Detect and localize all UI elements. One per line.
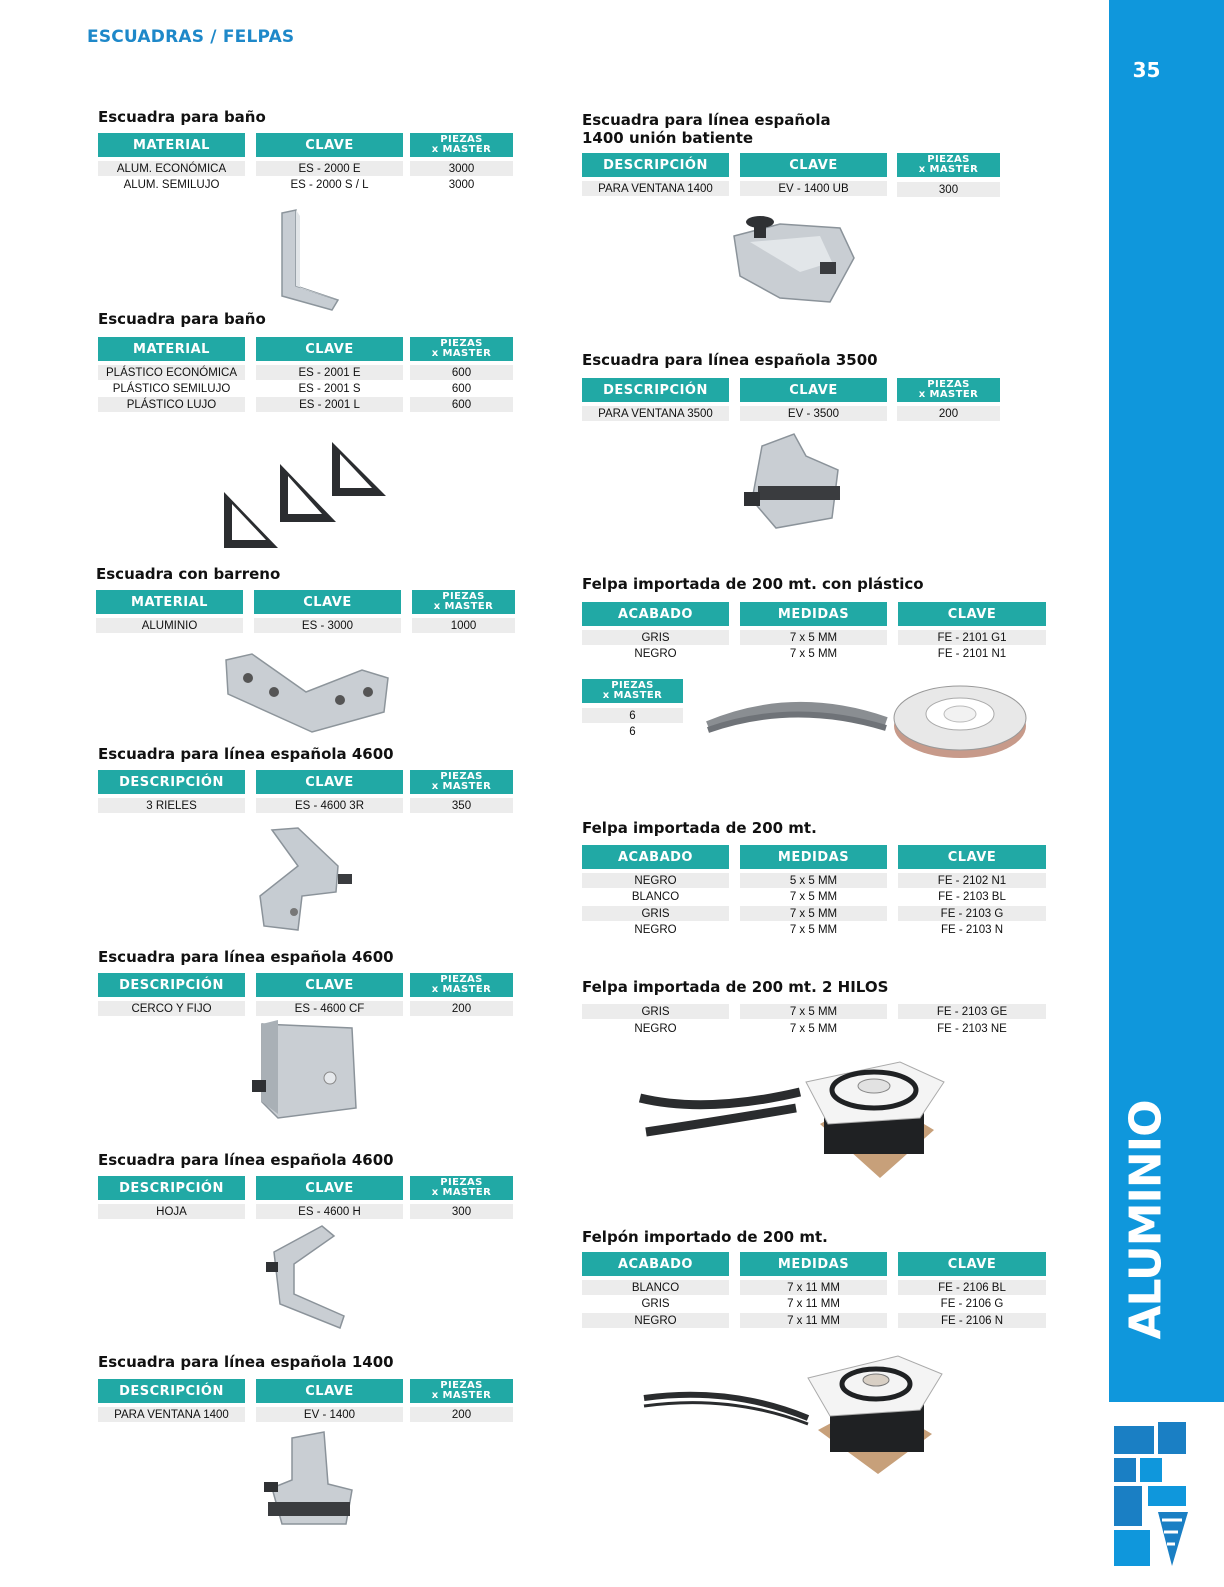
col-header-material: MATERIAL [98,133,245,157]
l-bracket-image [270,208,350,313]
section-title: Escuadra para línea española 4600 [98,948,394,966]
col-header-piezas: PIEZAS x MASTER [410,1379,513,1403]
col-header-clave: CLAVE [256,770,403,794]
table-cell: 7 x 5 MM [789,1022,838,1035]
table-cell: 1000 [412,618,515,633]
table-cell: ES - 4600 3R [256,798,403,813]
table-cell: 200 [897,406,1000,421]
table-cell: FE - 2102 N1 [898,873,1046,888]
table-cell: PLÁSTICO LUJO [98,397,245,412]
col-header-clave: CLAVE [256,973,403,997]
section-title: Escuadra para línea española 4600 [98,1151,394,1169]
col-header-piezas: PIEZAS x MASTER [897,378,1000,402]
col-header-medidas: MEDIDAS [740,845,887,869]
table-cell: GRIS [582,906,729,921]
table-cell: ES - 2000 E [256,161,403,176]
table-cell: 3000 [410,161,513,176]
table-cell: PLÁSTICO ECONÓMICA [98,365,245,380]
col-header-descripcion: DESCRIPCIÓN [98,973,245,997]
table-cell: FE - 2103 NE [937,1022,1007,1035]
table-cell: NEGRO [582,873,729,888]
table-cell: NEGRO [634,647,677,660]
table-cell: 7 x 11 MM [740,1313,887,1328]
weatherstrip-strand-image [704,692,890,738]
weatherstrip-spool-image [890,680,1030,762]
table-cell: 6 [629,725,636,738]
page-number: 35 [1132,58,1161,82]
table-cell: PARA VENTANA 1400 [582,181,729,196]
table-cell: EV - 1400 [256,1407,403,1422]
table-cell: ES - 2001 L [256,397,403,412]
side-category-label: ALUMINIO [1120,1100,1172,1340]
table-cell: ES - 4600 CF [256,1001,403,1016]
col-header-clave: CLAVE [898,845,1046,869]
col-header-medidas: MEDIDAS [740,602,887,626]
table-cell: ES - 2001 E [256,365,403,380]
leaf-bracket-image [264,1224,360,1330]
table-cell: 7 x 5 MM [789,890,838,903]
table-cell: BLANCO [582,1280,729,1295]
table-cell: 200 [410,1407,513,1422]
col-header-clave: CLAVE [256,1379,403,1403]
table-cell: PARA VENTANA 3500 [582,406,729,421]
table-cell: FE - 2103 N [941,923,1003,936]
section-title: Escuadra para línea española 3500 [582,351,878,369]
table-cell: 7 x 5 MM [789,647,838,660]
section-title: Escuadra para baño [98,108,266,126]
table-cell: 350 [410,798,513,813]
plastic-corner-image [220,438,390,553]
table-cell: ALUM. ECONÓMICA [98,161,245,176]
page-header-title: ESCUADRAS / FELPAS [87,27,295,47]
col-header-descripcion: DESCRIPCIÓN [98,770,245,794]
brand-logo-icon [1112,1420,1192,1570]
col-header-piezas: PIEZAS x MASTER [410,770,513,794]
col-header-medidas: MEDIDAS [740,1252,887,1276]
table-cell: 300 [410,1204,513,1219]
table-cell: HOJA [98,1204,245,1219]
table-cell: CERCO Y FIJO [98,1001,245,1016]
table-cell: 6 [582,708,683,723]
col-header-descripcion: DESCRIPCIÓN [582,153,729,177]
table-cell: FE - 2103 GE [898,1004,1046,1019]
section-title: 1400 unión batiente [582,129,754,147]
table-cell: 7 x 5 MM [740,906,887,921]
col-header-piezas: PIEZAS x MASTER [410,337,513,361]
table-cell: ALUMINIO [96,618,243,633]
table-cell: FE - 2106 N [898,1313,1046,1328]
col-header-piezas: PIEZAS x MASTER [897,153,1000,177]
table-cell: 7 x 5 MM [789,923,838,936]
col-header-material: MATERIAL [96,590,243,614]
two-thread-spool-image [800,1054,948,1182]
table-cell: 600 [410,365,513,380]
table-cell: EV - 3500 [740,406,887,421]
table-cell: 3 RIELES [98,798,245,813]
table-cell: 3000 [448,178,475,191]
pile-spool-image [804,1350,946,1476]
table-cell: EV - 1400 UB [740,181,887,196]
col-header-acabado: ACABADO [582,845,729,869]
col-header-clave: CLAVE [740,153,887,177]
table-cell: FE - 2101 G1 [898,630,1046,645]
table-cell: FE - 2103 G [898,906,1046,921]
col-header-clave: CLAVE [256,133,403,157]
table-cell: 5 x 5 MM [740,873,887,888]
table-cell: ES - 3000 [254,618,401,633]
table-cell: NEGRO [634,923,677,936]
table-cell: FE - 2103 BL [938,890,1006,903]
table-cell: 7 x 5 MM [740,630,887,645]
col-header-piezas: PIEZAS x MASTER [412,590,515,614]
section-title: Escuadra para línea española [582,111,831,129]
col-header-piezas: PIEZAS x MASTER [582,679,683,703]
section-title: Escuadra para línea española 4600 [98,745,394,763]
table-cell: GRIS [641,1297,670,1310]
hinge-bracket-image [720,202,866,310]
table-cell: FE - 2106 G [940,1297,1004,1310]
section-title: Escuadra para baño [98,310,266,328]
table-cell: 7 x 11 MM [740,1280,887,1295]
two-thread-strand-image [636,1084,804,1146]
window-bracket-image [262,1428,360,1532]
window-3500-bracket-image [736,428,846,534]
col-header-descripcion: DESCRIPCIÓN [582,378,729,402]
table-cell: PLÁSTICO SEMILUJO [112,382,231,395]
table-cell: ES - 2000 S / L [290,178,369,191]
table-cell: FE - 2106 BL [898,1280,1046,1295]
table-cell: 7 x 11 MM [787,1297,840,1310]
table-cell: 600 [451,382,472,395]
table-cell: NEGRO [582,1313,729,1328]
section-title: Felpón importado de 200 mt. [582,1228,828,1246]
table-cell: 300 [897,182,1000,197]
table-cell: GRIS [582,630,729,645]
table-cell: NEGRO [634,1022,677,1035]
col-header-clave: CLAVE [898,1252,1046,1276]
table-cell: ALUM. SEMILUJO [123,178,220,191]
section-title: Felpa importada de 200 mt. 2 HILOS [582,978,889,996]
table-cell: BLANCO [631,890,680,903]
section-title: Escuadra con barreno [96,565,281,583]
table-cell: 600 [410,397,513,412]
col-header-clave: CLAVE [740,378,887,402]
col-header-material: MATERIAL [98,337,245,361]
table-cell: 7 x 5 MM [740,1004,887,1019]
col-header-piezas: PIEZAS x MASTER [410,1176,513,1200]
table-cell: ES - 4600 H [256,1204,403,1219]
table-cell: 200 [410,1001,513,1016]
frame-bracket-image [248,1018,360,1122]
section-title: Felpa importada de 200 mt. con plástico [582,575,924,593]
table-cell: GRIS [582,1004,729,1019]
col-header-descripcion: DESCRIPCIÓN [98,1176,245,1200]
corner-bracket-image [258,826,354,932]
col-header-acabado: ACABADO [582,602,729,626]
col-header-piezas: PIEZAS x MASTER [410,133,513,157]
section-title: Escuadra para línea española 1400 [98,1353,394,1371]
pile-strand-image [640,1384,812,1426]
col-header-descripcion: DESCRIPCIÓN [98,1379,245,1403]
section-title: Felpa importada de 200 mt. [582,819,817,837]
drilled-bracket-image [222,652,390,734]
col-header-clave: CLAVE [256,1176,403,1200]
table-cell: ES - 2001 S [298,382,361,395]
col-header-piezas: PIEZAS x MASTER [410,973,513,997]
col-header-clave: CLAVE [898,602,1046,626]
table-cell: FE - 2101 N1 [937,647,1007,660]
table-cell: PARA VENTANA 1400 [98,1407,245,1422]
col-header-clave: CLAVE [256,337,403,361]
col-header-clave: CLAVE [254,590,401,614]
col-header-acabado: ACABADO [582,1252,729,1276]
